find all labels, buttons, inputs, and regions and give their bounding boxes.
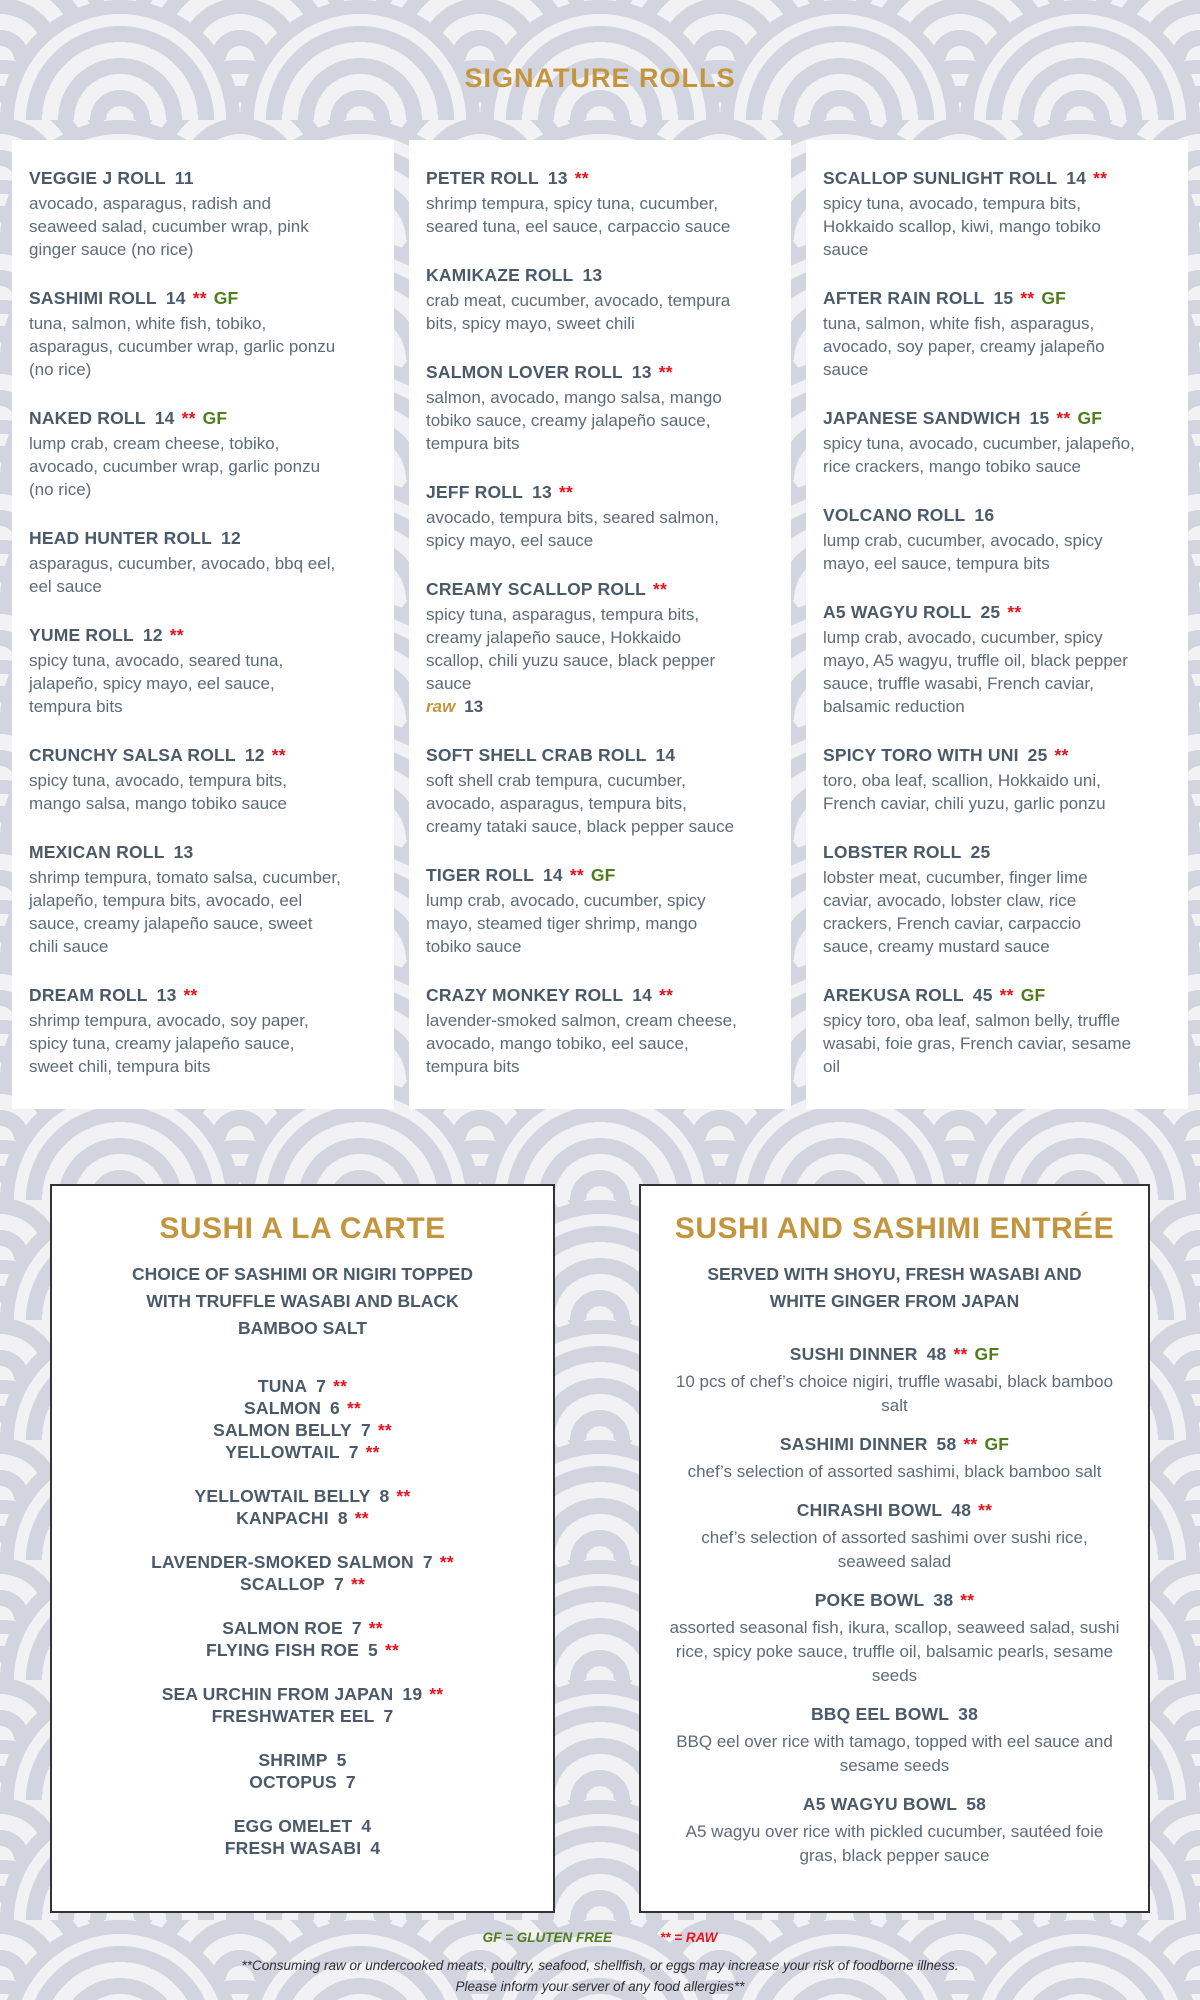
item-description: shrimp tempura, tomato salsa, cucumber, jalapeño, tempura bits, avocado, eel sauce, creamy jalapeño sauce, sweet chili sauce	[29, 868, 341, 956]
item-price: 13	[173, 842, 194, 862]
a-la-carte-item-line	[78, 1551, 527, 1573]
roll-item	[426, 360, 738, 455]
item-price: 7	[383, 1706, 394, 1726]
item-price: 14	[542, 865, 563, 885]
raw-marker: **	[963, 1434, 978, 1454]
raw-marker: **	[384, 1640, 400, 1660]
gf-marker: GF	[590, 865, 616, 885]
entree-title: SUSHI AND SASHIMI ENTRÉE	[674, 1212, 1115, 1245]
entree-item-name-line	[667, 1431, 1122, 1458]
roll-item	[29, 406, 341, 501]
a-la-carte-group	[78, 1375, 527, 1463]
item-name-line	[426, 577, 738, 601]
entree-item	[667, 1587, 1122, 1688]
item-price: 13	[582, 265, 603, 285]
item-description: avocado, asparagus, radish and seaweed salad, cucumber wrap, pink ginger sauce (no rice)	[29, 194, 309, 259]
item-name: JEFF ROLL	[426, 482, 524, 502]
lower-sections	[0, 1184, 1200, 1913]
item-name: CREAMY SCALLOP ROLL	[426, 579, 646, 599]
raw-label: raw	[426, 697, 456, 716]
item-name: VEGGIE J ROLL	[29, 168, 166, 188]
item-price: 7	[334, 1574, 344, 1594]
footer	[0, 1929, 1200, 1997]
item-name: SPICY TORO WITH UNI	[823, 745, 1019, 765]
item-description: spicy tuna, avocado, cucumber, jalapeño, rice crackers, mango tobiko sauce	[823, 434, 1135, 476]
entree-item-description: A5 wagyu over rice with pickled cucumber, sautéed foie gras, black pepper sauce	[685, 1822, 1104, 1865]
disclaimer-line-2: Please inform your server of any food allergies**	[455, 1979, 745, 1994]
item-name: FLYING FISH ROE	[205, 1640, 360, 1660]
item-price: 45	[972, 985, 993, 1005]
item-name-line	[29, 166, 341, 190]
item-price: 7	[422, 1552, 433, 1572]
item-name: CRAZY MONKEY ROLL	[426, 985, 624, 1005]
raw-marker: **	[960, 1590, 975, 1610]
entree-item	[667, 1791, 1122, 1868]
item-name: SOFT SHELL CRAB ROLL	[426, 745, 647, 765]
item-price: 12	[142, 625, 163, 645]
item-description: crab meat, cucumber, avocado, tempura bits, spicy mayo, sweet chili	[426, 291, 731, 333]
a-la-carte-subtitle-line: BAMBOO SALT	[238, 1318, 367, 1338]
item-name: YUME ROLL	[29, 625, 134, 645]
item-price: 25	[970, 842, 991, 862]
roll-item	[426, 480, 738, 552]
entree-subtitle	[667, 1261, 1122, 1315]
menu-column-3	[806, 140, 1188, 1109]
a-la-carte-list	[78, 1375, 527, 1859]
item-price: 14	[632, 985, 653, 1005]
item-name: FRESHWATER EEL	[211, 1706, 375, 1726]
entree-item-description: chef’s selection of assorted sashimi over sushi rice, seaweed salad	[701, 1528, 1088, 1571]
roll-item	[29, 166, 341, 261]
item-name: CHIRASHI BOWL	[796, 1500, 943, 1520]
item-name-line	[29, 526, 341, 550]
raw-marker: **	[569, 865, 584, 885]
item-price: 6	[330, 1398, 340, 1418]
entree-item-name-line	[667, 1791, 1122, 1818]
item-name: SCALLOP	[240, 1574, 326, 1594]
raw-marker: **	[183, 985, 198, 1005]
item-name: CRUNCHY SALSA ROLL	[29, 745, 236, 765]
roll-item	[823, 286, 1135, 381]
item-name: FRESH WASABI	[224, 1838, 362, 1858]
entree-item	[667, 1701, 1122, 1778]
raw-marker: **	[1093, 168, 1108, 188]
gf-marker: GF	[202, 408, 228, 428]
item-price: 13	[631, 362, 652, 382]
gf-legend: GF = GLUTEN FREE	[482, 1930, 612, 1945]
item-name: SALMON BELLY	[213, 1420, 352, 1440]
entree-item-name-line	[667, 1341, 1122, 1368]
item-price: 5	[336, 1750, 347, 1770]
roll-item	[426, 577, 738, 718]
roll-item	[426, 263, 738, 335]
item-name-line	[426, 166, 738, 190]
entree-item-name-line	[667, 1587, 1122, 1614]
raw-marker: **	[1020, 288, 1035, 308]
item-name: SHRIMP	[258, 1750, 328, 1770]
item-price: 4	[370, 1838, 381, 1858]
item-name: VOLCANO ROLL	[823, 505, 966, 525]
item-price: 15	[993, 288, 1014, 308]
menu-column-1	[12, 140, 394, 1109]
a-la-carte-subtitle-line: CHOICE OF SASHIMI OR NIGIRI TOPPED	[132, 1264, 473, 1284]
raw-marker: **	[271, 745, 286, 765]
item-price: 14	[655, 745, 676, 765]
entree-item	[667, 1497, 1122, 1574]
raw-price: 13	[464, 697, 484, 716]
raw-marker: **	[1054, 745, 1069, 765]
item-price: 8	[337, 1508, 348, 1528]
roll-item	[29, 983, 341, 1078]
raw-marker: **	[659, 985, 674, 1005]
item-price: 11	[174, 168, 194, 188]
gf-marker: GF	[974, 1344, 1000, 1364]
raw-marker: **	[429, 1684, 444, 1704]
entree-item-description: BBQ eel over rice with tamago, topped with eel sauce and sesame seeds	[676, 1732, 1113, 1775]
item-price: 14	[165, 288, 186, 308]
item-name-line	[823, 166, 1135, 190]
item-name: SUSHI DINNER	[789, 1344, 918, 1364]
item-name-line	[29, 840, 341, 864]
raw-marker: **	[377, 1420, 392, 1440]
raw-marker: **	[181, 408, 196, 428]
item-name: NAKED ROLL	[29, 408, 146, 428]
item-price: 7	[360, 1420, 371, 1440]
item-name-line	[823, 286, 1135, 310]
item-description: toro, oba leaf, scallion, Hokkaido uni, French caviar, chili yuzu, garlic ponzu	[823, 771, 1106, 813]
item-price: 25	[980, 602, 1001, 622]
a-la-carte-item-line	[78, 1749, 527, 1771]
item-price: 4	[361, 1816, 372, 1836]
item-description: avocado, tempura bits, seared salmon, spicy mayo, eel sauce	[426, 508, 719, 550]
item-name-line	[29, 623, 341, 647]
a-la-carte-group	[78, 1617, 527, 1661]
item-name: A5 WAGYU BOWL	[802, 1794, 958, 1814]
item-name: SALMON LOVER ROLL	[426, 362, 623, 382]
item-name-line	[823, 503, 1135, 527]
raw-marker: **	[558, 482, 573, 502]
item-price: 7	[351, 1618, 362, 1638]
item-name-line	[29, 286, 341, 310]
raw-marker: **	[652, 579, 668, 599]
item-name: LOBSTER ROLL	[823, 842, 962, 862]
item-name: EGG OMELET	[233, 1816, 353, 1836]
gf-marker: GF	[1041, 288, 1067, 308]
entree-list	[667, 1341, 1122, 1868]
raw-marker: **	[365, 1442, 380, 1462]
item-name: TIGER ROLL	[426, 865, 534, 885]
roll-item	[823, 983, 1135, 1078]
raw-marker: **	[978, 1500, 993, 1520]
a-la-carte-item-line	[78, 1397, 527, 1419]
item-description: lump crab, cream cheese, tobiko, avocado, cucumber wrap, garlic ponzu (no rice)	[29, 434, 321, 499]
a-la-carte-item-line	[78, 1617, 527, 1639]
item-price: 58	[966, 1794, 987, 1814]
item-description: lump crab, avocado, cucumber, spicy mayo, A5 wagyu, truffle oil, black pepper sauce, truffle wasabi, French caviar, balsamic reduction	[823, 628, 1128, 716]
item-price: 7	[316, 1376, 327, 1396]
roll-item	[426, 166, 738, 238]
item-name: KAMIKAZE ROLL	[426, 265, 574, 285]
item-description: spicy toro, oba leaf, salmon belly, truffle wasabi, foie gras, French caviar, sesame oil	[823, 1011, 1132, 1076]
entree-item-name-line	[667, 1701, 1122, 1728]
item-name-line	[823, 743, 1135, 767]
item-description: spicy tuna, avocado, tempura bits, Hokkaido scallop, kiwi, mango tobiko sauce	[823, 194, 1101, 259]
item-price: 15	[1029, 408, 1050, 428]
item-price: 12	[244, 745, 265, 765]
item-name: LAVENDER-SMOKED SALMON	[151, 1552, 414, 1572]
item-name: AREKUSA ROLL	[823, 985, 964, 1005]
entree-item	[667, 1341, 1122, 1418]
a-la-carte-item-line	[78, 1419, 527, 1441]
a-la-carte-title: SUSHI A LA CARTE	[159, 1212, 446, 1245]
a-la-carte-item-line	[78, 1441, 527, 1463]
roll-item	[29, 743, 341, 815]
signature-rolls-section	[0, 140, 1200, 1109]
a-la-carte-item-line	[78, 1771, 527, 1793]
raw-price-line	[426, 695, 738, 718]
a-la-carte-subtitle	[78, 1261, 527, 1342]
item-name: SEA URCHIN FROM JAPAN	[161, 1684, 394, 1704]
signature-rolls-title: SIGNATURE ROLLS	[464, 63, 736, 93]
item-price: 13	[532, 482, 552, 502]
menu-column-2	[409, 140, 791, 1109]
roll-item	[823, 743, 1135, 815]
item-price: 58	[936, 1434, 957, 1454]
entree-box	[639, 1184, 1150, 1913]
item-name-line	[426, 863, 738, 887]
gf-marker: GF	[213, 288, 239, 308]
item-description: shrimp tempura, spicy tuna, cucumber, seared tuna, eel sauce, carpaccio sauce	[426, 194, 731, 236]
roll-item	[29, 286, 341, 381]
item-description: spicy tuna, avocado, tempura bits, mango salsa, mango tobiko sauce	[29, 771, 287, 813]
item-price: 38	[958, 1704, 979, 1724]
entree-subtitle-line: WHITE GINGER FROM JAPAN	[769, 1291, 1020, 1311]
roll-item	[823, 503, 1135, 575]
entree-subtitle-line: SERVED WITH SHOYU, FRESH WASABI AND	[707, 1264, 1082, 1284]
a-la-carte-item-line	[78, 1485, 527, 1507]
item-name-line	[29, 406, 341, 430]
legend-line	[0, 1929, 1200, 1947]
item-description: salmon, avocado, mango salsa, mango tobiko sauce, creamy jalapeño sauce, tempura bits	[426, 388, 722, 453]
gf-marker: GF	[984, 1434, 1010, 1454]
roll-item	[823, 406, 1135, 478]
item-description: lobster meat, cucumber, finger lime caviar, avocado, lobster claw, rice crackers, French caviar, carpaccio sauce, creamy mustard sauce	[823, 868, 1088, 956]
entree-item-description: chef’s selection of assorted sashimi, black bamboo salt	[687, 1462, 1102, 1481]
item-description: tuna, salmon, white fish, asparagus, avocado, soy paper, creamy jalapeño sauce	[823, 314, 1105, 379]
a-la-carte-group	[78, 1485, 527, 1529]
a-la-carte-subtitle-line: WITH TRUFFLE WASABI AND BLACK	[146, 1291, 459, 1311]
item-description: shrimp tempura, avocado, soy paper, spicy tuna, creamy jalapeño sauce, sweet chili, tempura bits	[29, 1011, 309, 1076]
item-price: 13	[156, 985, 177, 1005]
roll-item	[823, 600, 1135, 718]
raw-marker: **	[350, 1574, 365, 1594]
raw-marker: **	[658, 362, 673, 382]
item-description: lump crab, cucumber, avocado, spicy mayo, eel sauce, tempura bits	[823, 531, 1103, 573]
raw-marker: **	[953, 1344, 968, 1364]
item-name: SCALLOP SUNLIGHT ROLL	[823, 168, 1058, 188]
item-name: SALMON	[244, 1398, 322, 1418]
item-price: 12	[221, 528, 241, 548]
item-price: 19	[402, 1684, 423, 1704]
item-name-line	[823, 600, 1135, 624]
raw-marker: **	[192, 288, 207, 308]
item-price: 7	[345, 1772, 356, 1792]
item-name: HEAD HUNTER ROLL	[29, 528, 213, 548]
item-price: 13	[547, 168, 568, 188]
raw-marker: **	[1007, 602, 1022, 622]
item-price: 8	[379, 1486, 390, 1506]
item-name-line	[29, 743, 341, 767]
item-description: asparagus, cucumber, avocado, bbq eel, eel sauce	[29, 554, 336, 596]
item-price: 48	[951, 1500, 972, 1520]
item-name-line	[426, 360, 738, 384]
item-name: SALMON ROE	[222, 1618, 343, 1638]
a-la-carte-box	[50, 1184, 555, 1913]
roll-item	[426, 743, 738, 838]
item-description: soft shell crab tempura, cucumber, avocado, asparagus, tempura bits, creamy tataki sauce, black pepper sauce	[426, 771, 735, 836]
raw-marker: **	[999, 985, 1014, 1005]
item-name-line	[823, 983, 1135, 1007]
a-la-carte-item-line	[78, 1683, 527, 1705]
item-name: TUNA	[257, 1376, 308, 1396]
raw-marker: **	[346, 1398, 361, 1418]
roll-item	[823, 840, 1135, 958]
item-name: PETER ROLL	[426, 168, 539, 188]
item-name: YELLOWTAIL	[225, 1442, 340, 1462]
a-la-carte-item-line	[78, 1815, 527, 1837]
item-price: 14	[1066, 168, 1087, 188]
roll-item	[823, 166, 1135, 261]
item-price: 16	[974, 505, 995, 525]
item-name-line	[426, 263, 738, 287]
raw-legend: ** = RAW	[660, 1930, 718, 1945]
item-name: JAPANESE SANDWICH	[823, 408, 1021, 428]
item-name-line	[823, 406, 1135, 430]
a-la-carte-group	[78, 1683, 527, 1727]
roll-item	[29, 840, 341, 958]
roll-item	[29, 623, 341, 718]
item-name: MEXICAN ROLL	[29, 842, 165, 862]
item-name: SASHIMI ROLL	[29, 288, 157, 308]
entree-item	[667, 1431, 1122, 1484]
item-description: spicy tuna, avocado, seared tuna, jalapeño, spicy mayo, eel sauce, tempura bits	[29, 651, 284, 716]
entree-item-description: 10 pcs of chef’s choice nigiri, truffle wasabi, black bamboo salt	[675, 1372, 1114, 1415]
a-la-carte-group	[78, 1815, 527, 1859]
item-description: lavender-smoked salmon, cream cheese, avocado, mango tobiko, eel sauce, tempura bits	[426, 1011, 737, 1076]
raw-marker: **	[1056, 408, 1071, 428]
item-name-line	[426, 983, 738, 1007]
item-name-line	[29, 983, 341, 1007]
a-la-carte-item-line	[78, 1837, 527, 1859]
item-name: A5 WAGYU ROLL	[823, 602, 972, 622]
raw-marker: **	[574, 168, 589, 188]
item-name: BBQ EEL BOWL	[810, 1704, 950, 1724]
item-price: 48	[926, 1344, 947, 1364]
a-la-carte-item-line	[78, 1705, 527, 1727]
raw-marker: **	[439, 1552, 454, 1572]
roll-item	[29, 526, 341, 598]
raw-marker: **	[368, 1618, 383, 1638]
roll-item	[426, 863, 738, 958]
item-name: SASHIMI DINNER	[779, 1434, 928, 1454]
item-description: spicy tuna, asparagus, tempura bits, creamy jalapeño sauce, Hokkaido scallop, chili yuzu sauce, black pepper sauce	[426, 605, 716, 693]
raw-marker: **	[354, 1508, 369, 1528]
entree-item-description: assorted seasonal fish, ikura, scallop, seaweed salad, sushi rice, spicy poke sauce, truffle oil, balsamic pearls, sesame seeds	[669, 1618, 1120, 1685]
item-name: AFTER RAIN ROLL	[823, 288, 985, 308]
item-name: KANPACHI	[236, 1508, 329, 1528]
item-price: 7	[348, 1442, 359, 1462]
gf-marker: GF	[1020, 985, 1046, 1005]
item-name-line	[823, 840, 1135, 864]
raw-marker: **	[396, 1486, 411, 1506]
item-name: DREAM ROLL	[29, 985, 148, 1005]
item-name: POKE BOWL	[814, 1590, 925, 1610]
item-name: OCTOPUS	[249, 1772, 337, 1792]
roll-item	[426, 983, 738, 1078]
raw-marker: **	[169, 625, 184, 645]
item-price: 14	[154, 408, 175, 428]
item-description: tuna, salmon, white fish, tobiko, asparagus, cucumber wrap, garlic ponzu (no rice)	[29, 314, 336, 379]
a-la-carte-item-line	[78, 1573, 527, 1595]
item-price: 38	[933, 1590, 954, 1610]
a-la-carte-group	[78, 1749, 527, 1793]
disclaimer-line-1: **Consuming raw or undercooked meats, poultry, seafood, shellfish, or eggs may increase your risk of foodborne illness.	[241, 1958, 959, 1973]
entree-item-name-line	[667, 1497, 1122, 1524]
gf-marker: GF	[1077, 408, 1103, 428]
item-price: 25	[1027, 745, 1048, 765]
item-name: YELLOWTAIL BELLY	[194, 1486, 371, 1506]
a-la-carte-item-line	[78, 1375, 527, 1397]
a-la-carte-item-line	[78, 1507, 527, 1529]
item-name-line	[426, 743, 738, 767]
item-description: lump crab, avocado, cucumber, spicy mayo, steamed tiger shrimp, mango tobiko sauce	[426, 891, 706, 956]
item-price: 5	[368, 1640, 378, 1660]
a-la-carte-item-line	[78, 1639, 527, 1661]
item-name-line	[426, 480, 738, 504]
a-la-carte-group	[78, 1551, 527, 1595]
raw-marker: **	[333, 1376, 348, 1396]
